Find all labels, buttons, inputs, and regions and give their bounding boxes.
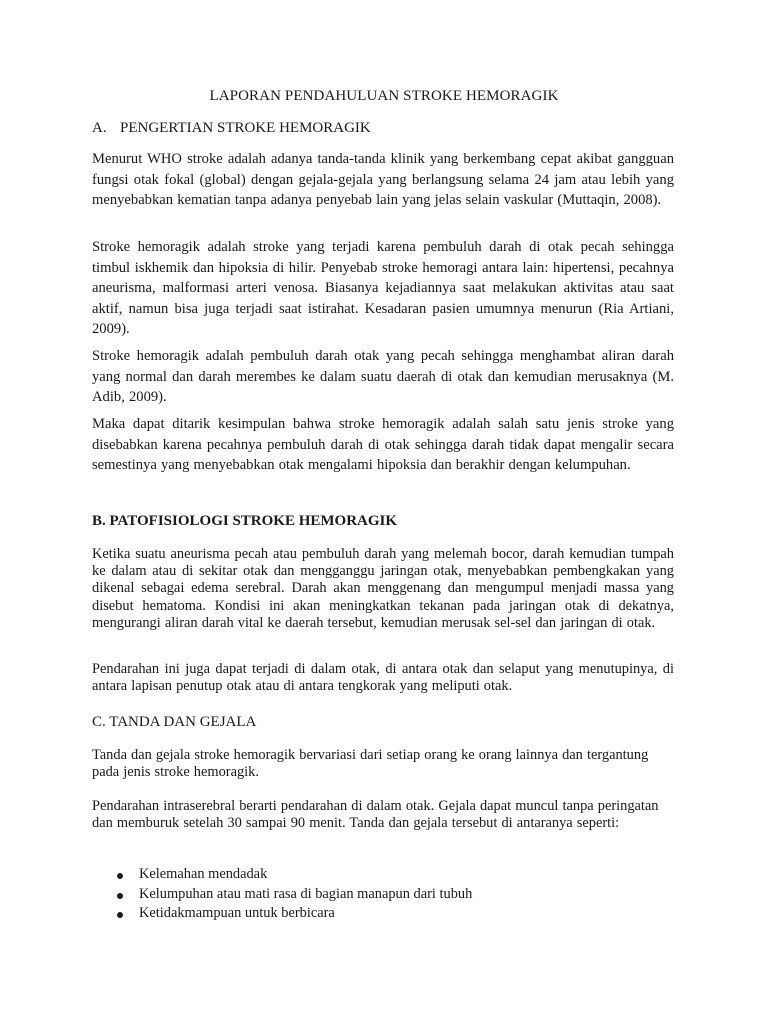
symptom-list — [92, 865, 674, 924]
section-b-paragraph-1: Ketika suatu aneurisma pecah atau pembuluh darah yang melemah bocor, darah kemudian tumpah ke dalam atau di sekitar otak dan mengganggu jaringan otak, menyebabkan pembengkakan yang dikenal sebagai edema serebral. Darah akan menggenang dan mengumpul menjadi massa yang disebut hematoma. Kondisi ini akan meningkatkan tekanan pada jaringan otak di dekatnya, mengurangi aliran darah vital ke daerah tersebut, kemudian merusak sel-sel dan jaringan di otak. — [92, 546, 674, 631]
bullet-icon — [117, 912, 123, 918]
list-item-text: Kelemahan mendadak — [139, 866, 268, 882]
section-b-paragraph-2: Pendarahan ini juga dapat terjadi di dalam otak, di antara otak dan selaput yang menutupinya, di antara lapisan penutup otak atau di antara tengkorak yang meliputi otak. — [92, 661, 674, 695]
section-a-paragraph-3: Stroke hemoragik adalah pembuluh darah otak yang pecah sehingga menghambat aliran darah yang normal dan darah merembes ke dalam suatu daerah di otak dan kemudian merusaknya (M. Adib, 2009). — [92, 348, 674, 405]
section-a-paragraph-1: Menurut WHO stroke adalah adanya tanda-tanda klinik yang berkembang cepat akibat gangguan fungsi otak fokal (global) dengan gejala-gejala yang berlangsung selama 24 jam atau lebih yang menyebabkan kematian tanpa adanya penyebab lain yang jelas selain vaskular (Muttaqin, 2008). — [92, 151, 674, 208]
section-b-heading: B. PATOFISIOLOGI STROKE HEMORAGIK — [92, 513, 398, 529]
section-c-paragraph-2: Pendarahan intraserebral berarti pendarahan di dalam otak. Gejala dapat muncul tanpa peringatan dan memburuk setelah 30 sampai 90 menit. Tanda dan gejala tersebut di antaranya seperti: — [92, 798, 659, 832]
document-title: LAPORAN PENDAHULUAN STROKE HEMORAGIK — [209, 88, 559, 104]
section-a-paragraph-2: Stroke hemoragik adalah stroke yang terjadi karena pembuluh darah di otak pecah sehingga timbul iskhemik dan hipoksia di hilir. Penyebab stroke hemoragi antara lain: hipertensi, pecahnya aneurisma, malformasi arteri venosa. Biasanya kejadiannya saat melakukan aktivitas atau saat aktif, namun bisa juga terjadi saat istirahat. Kesadaran pasien umumnya menurun (Ria Artiani, 2009). — [92, 239, 674, 337]
list-item-text: Kelumpuhan atau mati rasa di bagian manapun dari tubuh — [139, 885, 473, 902]
list-item — [92, 885, 674, 905]
section-a-heading — [92, 118, 371, 138]
section-a-letter: A. — [92, 120, 107, 136]
list-item-text: Ketidakmampuan untuk berbicara — [139, 905, 335, 921]
section-a-heading-text: PENGERTIAN STROKE HEMORAGIK — [120, 120, 371, 136]
list-item — [92, 865, 674, 885]
list-item — [92, 904, 674, 924]
bullet-icon — [117, 873, 123, 879]
bullet-icon — [117, 893, 123, 899]
section-c-heading: C. TANDA DAN GEJALA — [92, 714, 257, 730]
section-c-paragraph-1: Tanda dan gejala stroke hemoragik bervariasi dari setiap orang ke orang lainnya dan tergantung pada jenis stroke hemoragik. — [92, 747, 649, 781]
section-a-paragraph-4: Maka dapat ditarik kesimpulan bahwa stroke hemoragik adalah salah satu jenis stroke yang disebabkan karena pecahnya pembuluh darah di otak sehingga darah tidak dapat mengalir secara semestinya yang menyebabkan otak mengalami hipoksia dan berakhir dengan kelumpuhan. — [92, 416, 674, 473]
